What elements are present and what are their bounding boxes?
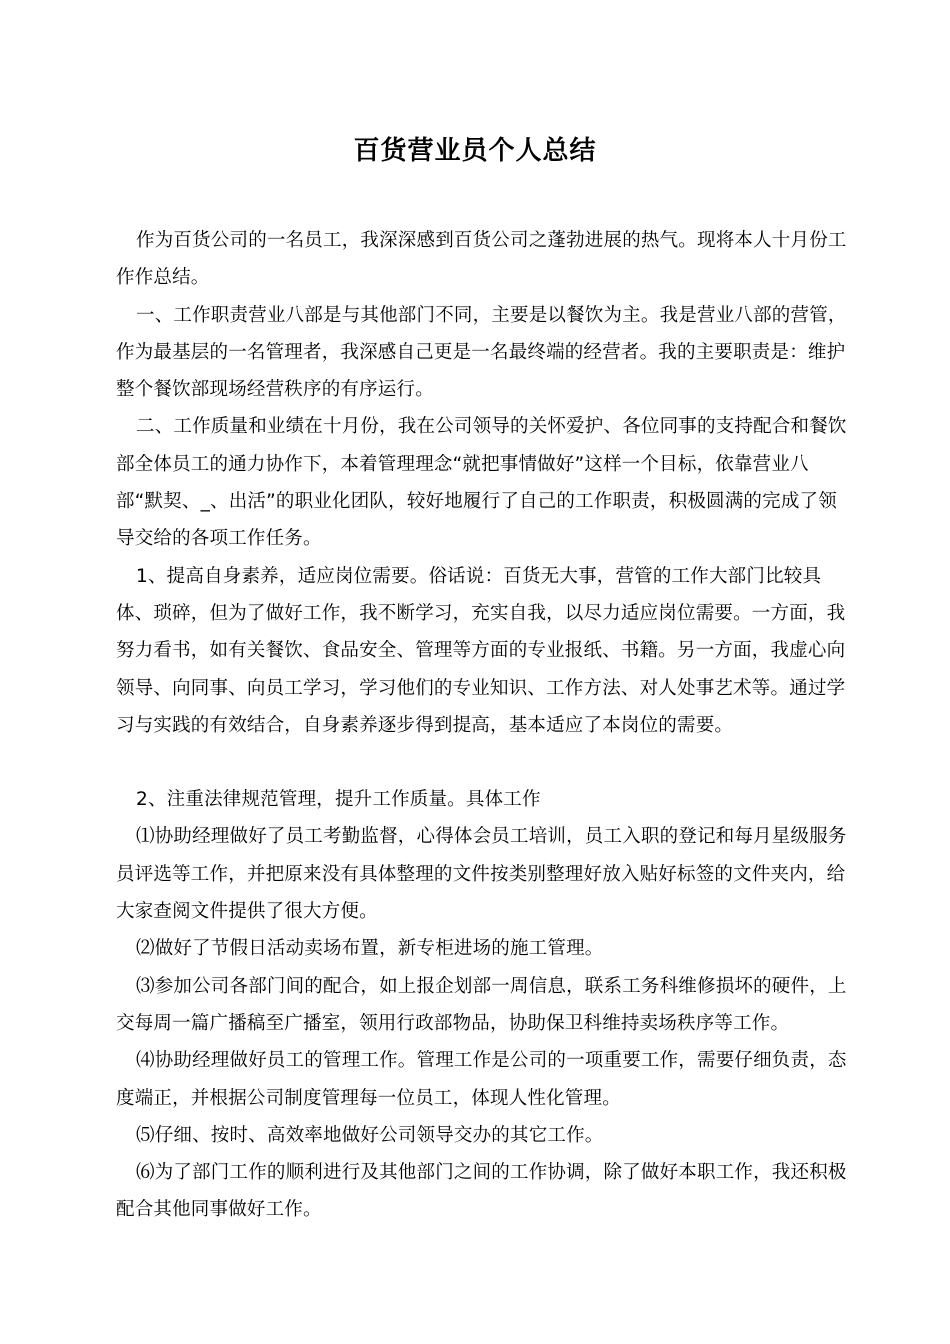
paragraph-subitem-5: ⑸仔细、按时、高效率地做好公司领导交办的其它工作。 <box>136 1124 604 1146</box>
paragraph-subitem-3: ⑶参加公司各部门间的配合，如上报企划部一周信息，联系工务科维修损坏的硬件，上交每周一篇广播稿至广播室，领用行政部物品，协助保卫科维持卖场秩序等工作。 <box>116 975 847 1034</box>
document-body <box>116 222 852 1229</box>
paragraph-item-2: 2、注重法律规范管理，提升工作质量。具体工作 <box>136 789 541 811</box>
paragraph-section-2: 二、工作质量和业绩在十月份，我在公司领导的关怀爱护、各位同事的支持配合和餐饮部全体员工的通力协作下，本着管理理念“就把事情做好”这样一个目标，依靠营业八部“默契、_、出活”的职业化团队，较好地履行了自己的工作职责，积极圆满的完成了领导交给的各项工作任务。 <box>116 416 847 550</box>
paragraph-item-1: 1、提高自身素养，适应岗位需要。俗话说：百货无大事，营管的工作大部门比较具体、琐碎，但为了做好工作，我不断学习，充实自我，以尽力适应岗位需要。一方面，我努力看书，如有关餐饮、食品安全、管理等方面的专业报纸、书籍。另一方面，我虚心向领导、向同事、向员工学习，学习他们的专业知识、工作方法、对人处事艺术等。通过学习与实践的有效结合，自身素养逐步得到提高，基本适应了本岗位的需要。 <box>116 565 846 736</box>
paragraph-subitem-1: ⑴协助经理做好了员工考勤监督，心得体会员工培训，员工入职的登记和每月星级服务员评选等工作，并把原来没有具体整理的文件按类别整理好放入贴好标签的文件夹内，给大家查阅文件提供了很大方便。 <box>116 826 847 923</box>
document-title: 百货营业员个人总结 <box>353 136 597 166</box>
paragraph-subitem-2: ⑵做好了节假日活动卖场布置，新专柜进场的施工管理。 <box>136 938 604 960</box>
paragraph-subitem-6: ⑹为了部门工作的顺利进行及其他部门之间的工作协调，除了做好本职工作，我还积极配合其他同事做好工作。 <box>116 1162 847 1221</box>
paragraph-intro: 作为百货公司的一名员工，我深深感到百货公司之蓬勃进展的热气。现将本人十月份工作作总结。 <box>116 230 847 289</box>
paragraph-subitem-4: ⑷协助经理做好员工的管理工作。管理工作是公司的一项重要工作，需要仔细负责，态度端正，并根据公司制度管理每一位员工，体现人性化管理。 <box>116 1050 847 1109</box>
paragraph-section-1: 一、工作职责营业八部是与其他部门不同，主要是以餐饮为主。我是营业八部的营管，作为最基层的一名管理者，我深感自己更是一名最终端的经营者。我的主要职责是：维护整个餐饮部现场经营秩序的有序运行。 <box>116 304 847 401</box>
